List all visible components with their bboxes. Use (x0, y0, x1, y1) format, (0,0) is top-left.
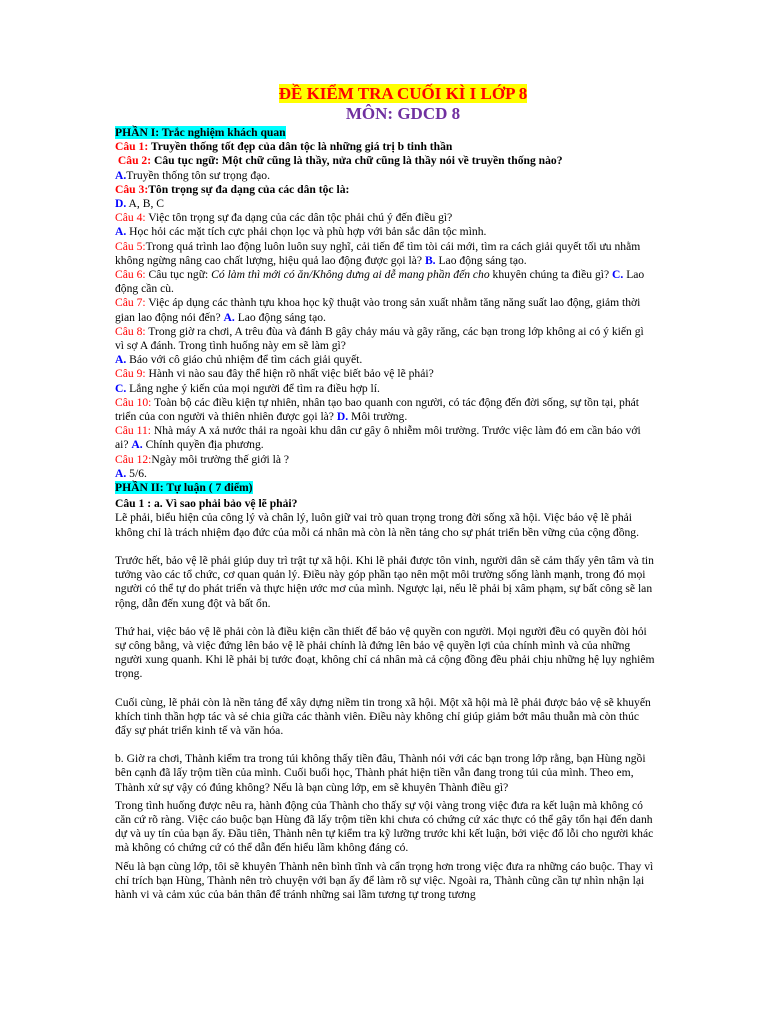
question-3: Câu 3:Tôn trọng sự đa dạng của các dân tộc là: (115, 182, 350, 196)
exam-document (115, 84, 655, 916)
question-6: Câu 6: Câu tục ngữ: Có làm thì mới có ăn/Không dưng ai dễ mang phần đến cho khuyên chúng ta điều gì? C. Lao động cần cù. (115, 268, 645, 296)
essay-question-1b: b. Giờ ra chơi, Thành kiểm tra trong túi không thấy tiền đâu, Thành nói với các bạn trong lớp rằng, bạn Hùng ngồi bên cạnh đã lấy trộm tiền của mình. Cuối buổi học, Thành phát hiện tiền vẫn đang trong túi của mình. Theo em, Thành xử sự vậy có đúng không? Nếu là bạn cùng lớp, em sẽ khuyên Thành điều gì? (115, 752, 646, 794)
answer-4: A. Học hỏi các mặt tích cực phải chọn lọc và phù hợp với bản sắc dân tộc mình. (115, 225, 487, 239)
answer-12: A. 5/6. (115, 466, 147, 480)
essay-paragraph: Lẽ phải, biểu hiện của công lý và chân lý, luôn giữ vai trò quan trọng trong đời sống xã hội. Việc bảo vệ lẽ phải không chỉ là trách nhiệm đạo đức của mỗi cá nhân mà còn là nền tảng cho sự phát triển bền vững của cộng đồng. (115, 511, 639, 539)
essay-paragraph: Nếu là bạn cùng lớp, tôi sẽ khuyên Thành nên bình tĩnh và cẩn trọng hơn trong việc đưa ra những cáo buộc. Thay vì chỉ trích bạn Hùng, Thành nên trò chuyện với bạn ấy để làm rõ sự việc. Ngoài ra, Thành cũng cần tự nhìn nhận lại hành vi và cảm xúc của bản thân để tránh những sai lầm tương tự trong tương (115, 859, 654, 901)
question-4: Câu 4: Việc tôn trọng sự đa dạng của các dân tộc phải chú ý đến điều gì? (115, 211, 453, 225)
answer-2: A.Truyền thống tôn sư trọng đạo. (115, 168, 270, 182)
part2-heading: PHẦN II: Tự luận ( 7 điểm) (115, 481, 253, 495)
answer-9: C. Lắng nghe ý kiến của mọi người để tìm ra điều hợp lí. (115, 381, 380, 395)
question-11: Câu 11: Nhà máy A xả nước thải ra ngoài khu dân cư gây ô nhiễm môi trường. Trước việc làm đó em cần báo với ai? A. Chính quyền địa phương. (115, 424, 641, 452)
question-5: Câu 5:Trong quá trình lao động luôn luôn suy nghĩ, cải tiến để tìm tòi cái mới, tìm ra cách giải quyết tối ưu nhằm không ngừng nâng cao chất lượng, hiệu quả lao động được gọi là? B. Lao động sáng tạo. (115, 239, 641, 267)
question-2: Câu 2: Câu tục ngữ: Một chữ cũng là thầy, nửa chữ cũng là thầy nói về truyền thống nào? (117, 154, 563, 168)
question-1: Câu 1: Truyền thống tốt đẹp của dân tộc là những giá trị b tinh thần (115, 140, 453, 154)
question-12: Câu 12:Ngày môi trường thế giới là ? (115, 452, 290, 466)
essay-paragraph: Trong tình huống được nêu ra, hành động của Thành cho thấy sự vội vàng trong việc đưa ra kết luận mà không có căn cứ rõ ràng. Việc cáo buộc bạn Hùng đã lấy trộm tiền khi chưa có chứng cứ xác thực có thể gây tổn hại đến danh dự và uy tín của bạn ấy. Đầu tiên, Thành nên tự kiểm tra kỹ lưỡng trước khi kết luận, bởi việc đổ lỗi cho người khác mà không có chứng cứ có thể dẫn đến hiểu lầm không đáng có. (115, 798, 654, 855)
essay-question-1-heading: Câu 1 : a. Vì sao phải bảo vệ lẽ phải? (115, 497, 298, 511)
essay-paragraph: Thứ hai, việc bảo vệ lẽ phải còn là điều kiện cần thiết để bảo vệ quyền con người. Mọi người đều có quyền đòi hỏi sự công bằng, và việc đứng lên bảo vệ lẽ phải chính là đứng lên bảo vệ quyền lợi của chính mình và của những người xung quanh. Khi lẽ phải bị tước đoạt, không chỉ cá nhân mà cả cộng đồng đều phải chịu những hệ lụy nghiêm trọng. (115, 624, 655, 681)
essay-paragraph: Trước hết, bảo vệ lẽ phải giúp duy trì trật tự xã hội. Khi lẽ phải được tôn vinh, người dân sẽ cảm thấy yên tâm và tin tưởng vào các tổ chức, cơ quan quản lý. Điều này góp phần tạo nên một môi trường sống lành mạnh, trong đó mọi người có thể tự do phát triển và thực hiện ước mơ của mình. Ngược lại, nếu lẽ phải bị xâm phạm, sự bất công sẽ lan rộng, dẫn đến xung đột và bất ổn. (115, 553, 654, 610)
question-10: Câu 10: Toàn bộ các điều kiện tự nhiên, nhân tạo bao quanh con người, có tác động đến đời sống, sự tồn tại, phát triển của con người và thiên nhiên được gọi là? D. Môi trường. (115, 395, 640, 424)
essay-paragraph: Cuối cùng, lẽ phải còn là nền tảng để xây dựng niềm tin trong xã hội. Một xã hội mà lẽ phải được bảo vệ sẽ khuyến khích tinh thần hợp tác và sẻ chia giữa các thành viên. Điều này không chỉ giúp giảm bớt mâu thuẫn mà còn thúc đẩy sự phát triển kinh tế và văn hóa. (115, 695, 651, 737)
exam-title: ĐỀ KIỂM TRA CUỐI KÌ I LỚP 8 (278, 84, 528, 103)
question-7: Câu 7: Việc áp dụng các thành tựu khoa học kỹ thuật vào trong sản xuất nhằm tăng năng suất lao động, giảm thời gian lao động nói đến? A. Lao động sáng tạo. (115, 296, 641, 324)
subject-title: MÔN: GDCD 8 (345, 104, 461, 123)
answer-3: D. A, B, C (115, 197, 164, 211)
question-9: Câu 9: Hành vi nào sau đây thể hiện rõ nhất việc biết bảo vệ lẽ phải? (115, 367, 434, 381)
part1-heading: PHẦN I: Trắc nghiệm khách quan (115, 126, 286, 139)
question-8: Câu 8: Trong giờ ra chơi, A trêu đùa và đánh B gây chảy máu và gãy răng, các bạn trong lớp không ai có ý kiến gì vì sợ A đánh. Trong tình huống này em sẽ làm gì? (115, 324, 644, 353)
answer-8: A. Báo với cô giáo chủ nhiệm để tìm cách giải quyết. (115, 353, 363, 367)
